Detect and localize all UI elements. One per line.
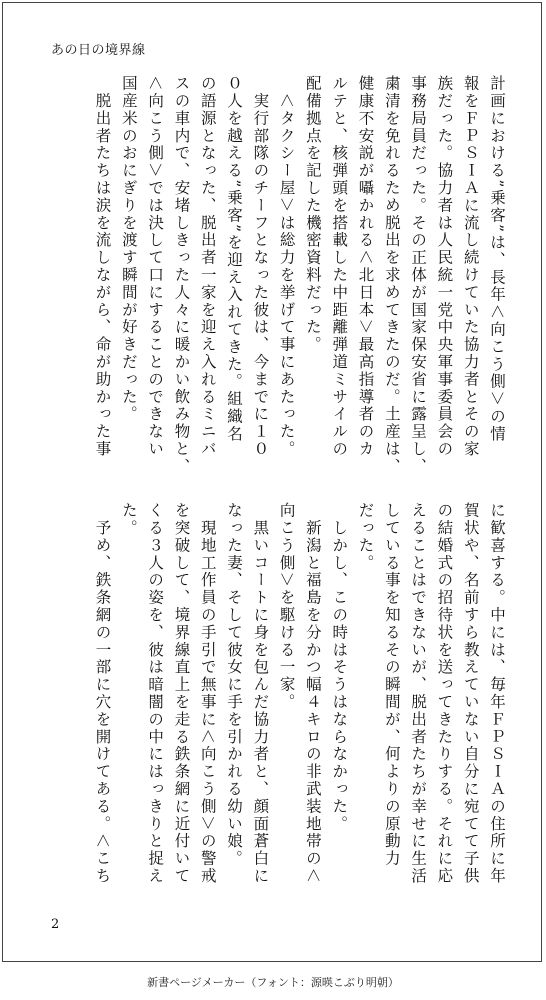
text-line: た。 bbox=[119, 502, 138, 537]
text-line: ０人を越える”乗客”を迎え入れてきた。組織名 bbox=[225, 75, 244, 443]
lower-text-column bbox=[55, 502, 510, 897]
text-line: 健康不安説が囁かれる＜北日本＞最高指導者のカ bbox=[356, 75, 375, 458]
text-line: 粛清を免れるため脱出を求めてきたのだ。土産は、 bbox=[382, 75, 401, 476]
upper-text-column bbox=[55, 75, 510, 476]
text-line: 新潟と福島を分かつ幅４キロの非武装地帯の＜ bbox=[303, 502, 322, 885]
running-head: あの日の境界線 bbox=[51, 43, 146, 58]
text-line: している事を知るその瞬間が、何よりの原動力 bbox=[382, 502, 401, 868]
text-line: 国産米のおにぎりを渡す瞬間が好きだった。 bbox=[119, 75, 138, 423]
text-line: 報をＦＰＳＩＡに流し続けていた協力者とその家 bbox=[461, 75, 480, 458]
text-line: ＜タクシー屋＞は総力を挙げて事にあたった。 bbox=[277, 75, 296, 458]
text-line: しかし、この時はそうはならなかった。 bbox=[330, 502, 349, 833]
text-line: えることはできないが、脱出者たちが幸せに生活 bbox=[409, 502, 428, 885]
text-line: に歓喜する。中には、毎年ＦＰＳＩＡの住所に年 bbox=[488, 502, 506, 885]
text-line: の語源となった、脱出者一家を迎え入れるミニバ bbox=[198, 75, 217, 458]
text-line: 予め、鉄条網の一部に穴を開けてある。＜こち bbox=[93, 502, 112, 885]
page-number: 2 bbox=[51, 917, 60, 932]
text-line: 配備拠点を記した機密資料だった。 bbox=[303, 75, 322, 354]
text-line: なった妻、そして彼女に手を引かれる幼い娘。 bbox=[225, 502, 244, 868]
text-line: 脱出者たちは涙を流しながら、命が助かった事 bbox=[93, 75, 112, 458]
text-line: ＜向こう側＞では決して口にすることのできない bbox=[146, 75, 165, 458]
text-line: の結婚式の招待状を送ってきたりする。それに応 bbox=[435, 502, 454, 885]
text-line: くる３人の姿を、彼は暗闇の中にはっきりと捉え bbox=[146, 502, 165, 885]
text-line: スの車内で、安堵しきった人々に暖かい飲み物と、 bbox=[172, 75, 191, 476]
text-line: 賀状や、名前すら教えていない自分に宛てて子供 bbox=[461, 502, 480, 885]
text-line: 黒いコートに身を包んだ協力者と、顔面蒼白に bbox=[251, 502, 270, 885]
text-line: 族だった。協力者は人民統一党中央軍事委員会の bbox=[435, 75, 454, 458]
text-line: を突破して、境界線直上を走る鉄条網に近付いて bbox=[172, 502, 191, 885]
text-line: 現地工作員の手引で無事に＜向こう側＞の警戒 bbox=[198, 502, 217, 885]
text-line: ルテと、核弾頭を搭載した中距離弾道ミサイルの bbox=[330, 75, 349, 458]
page-frame bbox=[2, 2, 542, 962]
text-line: だった。 bbox=[356, 502, 375, 572]
generator-footer: 新書ページメーカー（フォント：源暎こぶり明朝） bbox=[147, 976, 399, 989]
text-line: 向こう側＞を駆ける一家。 bbox=[277, 502, 296, 711]
text-line: 事務局員だった。その正体が国家保安省に露呈し、 bbox=[409, 75, 428, 476]
text-line: 実行部隊のチーフとなった彼は、今までに１０ bbox=[251, 75, 270, 458]
text-line: 計画における”乗客”は、長年＜向こう側＞の情 bbox=[488, 75, 506, 443]
